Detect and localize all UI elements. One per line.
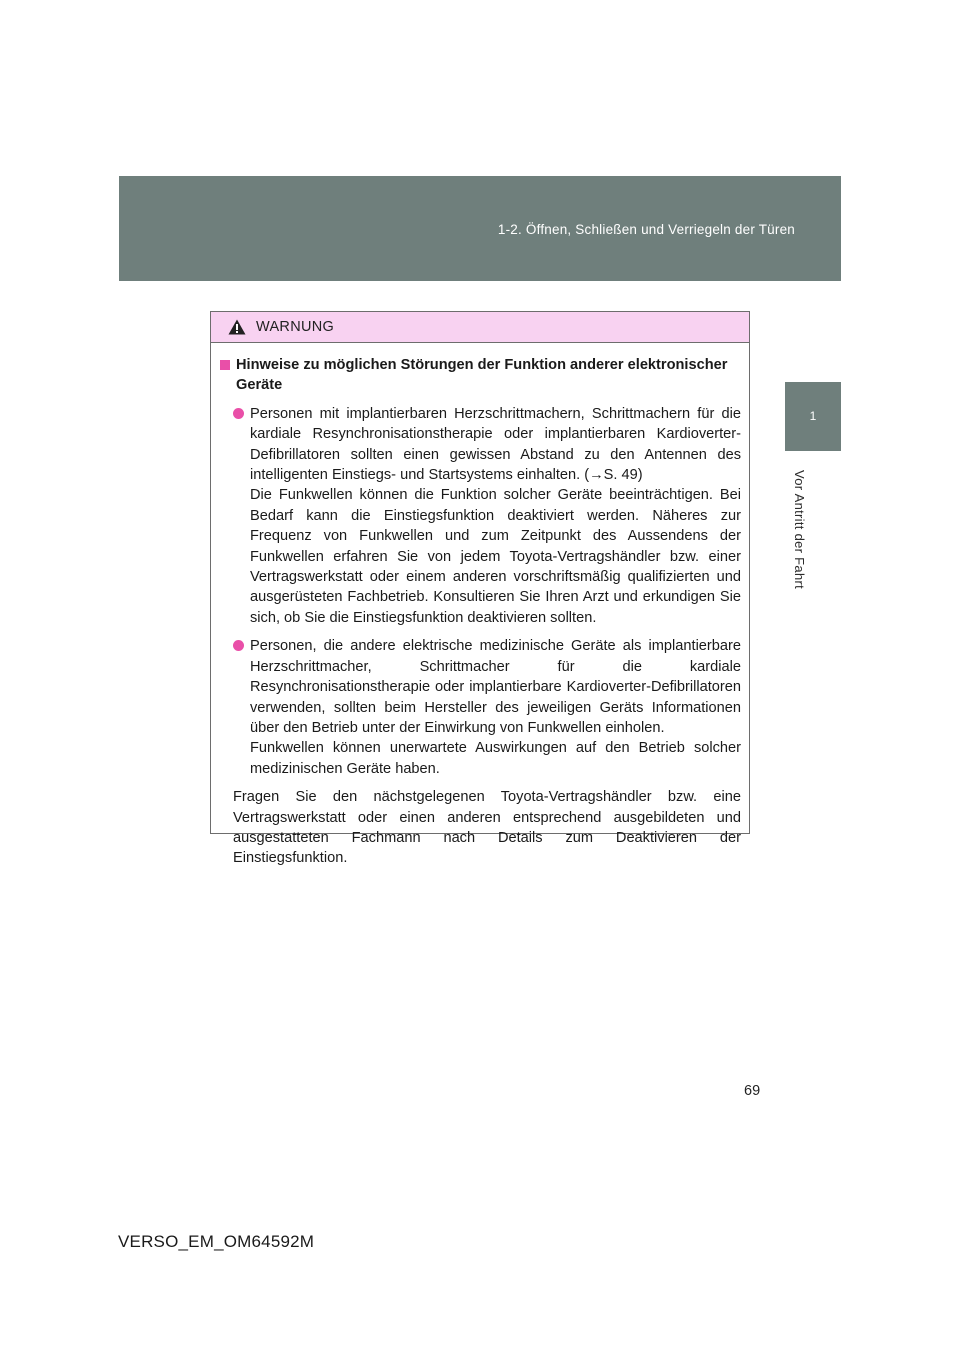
warning-heading: [219, 355, 741, 396]
section-title: 1-2. Öffnen, Schließen und Verriegeln der Türen: [497, 222, 795, 237]
paragraph: Funkwellen können unerwartete Auswirkungen auf den Betrieb solcher medizinischen Geräte haben.: [250, 740, 741, 777]
header-band: [119, 176, 841, 281]
page-number: 69: [744, 1083, 761, 1099]
circle-bullet-icon: [233, 408, 244, 419]
warning-header: [211, 312, 749, 343]
circle-bullet-icon: [233, 640, 244, 651]
chapter-tab: [785, 382, 841, 451]
list-item: [233, 636, 741, 779]
chapter-title: Vor Antritt der Fahrt: [792, 470, 807, 590]
paragraph: Die Funkwellen können die Funktion solcher Geräte beeinträchtigen. Bei Bedarf kann die Einstiegsfunktion deaktiviert werden. Näheres zur Frequenz von Funkwellen und zum Zeitpunkt des Aussendens der Funkwellen erfahren Sie von jedem Toyota-Vertragshändler bzw. einer Vertragswerkstatt oder einem anderen vorschriftsmäßig qualifizierten und ausgerüsteten Fachbetrieb. Konsultieren Sie Ihren Arzt und erkundigen Sie sich, ob Sie die Einstiegsfunktion deaktivieren sollten.: [250, 487, 741, 626]
chapter-number: 1: [809, 409, 817, 423]
warning-box: [210, 311, 750, 867]
warning-heading-text: Hinweise zu möglichen Störungen der Funktion anderer elektronischer Geräte: [236, 357, 728, 394]
warning-content: [211, 343, 749, 869]
closing-paragraph: Fragen Sie den nächstgelegenen Toyota-Vertragshändler bzw. eine Vertragswerkstatt oder einen anderen entsprechend ausgebildeten und ausgestatteten Fachmann nach Details zum Deaktivieren der Einstiegsfunktion.: [233, 789, 741, 867]
paragraph: Personen mit implantierbaren Herzschrittmachern, Schrittmachern für die kardiale Resynchronisationstherapie oder implantierbaren Kardioverter-Defibrillatoren sollten einen gewissen Abstand zu den Antennen des intelligenten Einstiegs- und Startsystems einhalten. (→S. 49): [250, 405, 741, 484]
list-item: [233, 404, 741, 628]
paragraph: Personen, die andere elektrische medizinische Geräte als implantierbare Herzschrittmacher, Schrittmacher für die kardiale Resynchronisationstherapie oder implantierbare Kardioverter-Defibrillatoren verwenden, sollten beim Hersteller des jeweiligen Geräts Informationen über den Betrieb unter der Einwirkung von Funkwellen einholen.: [250, 638, 741, 736]
warning-label: WARNUNG: [256, 319, 335, 335]
list-item-body: [250, 636, 741, 779]
document-code: VERSO_EM_OM64592M: [118, 1232, 315, 1251]
warning-triangle-icon: [228, 319, 246, 335]
list-item-body: [250, 404, 741, 628]
square-bullet-icon: [220, 360, 230, 370]
